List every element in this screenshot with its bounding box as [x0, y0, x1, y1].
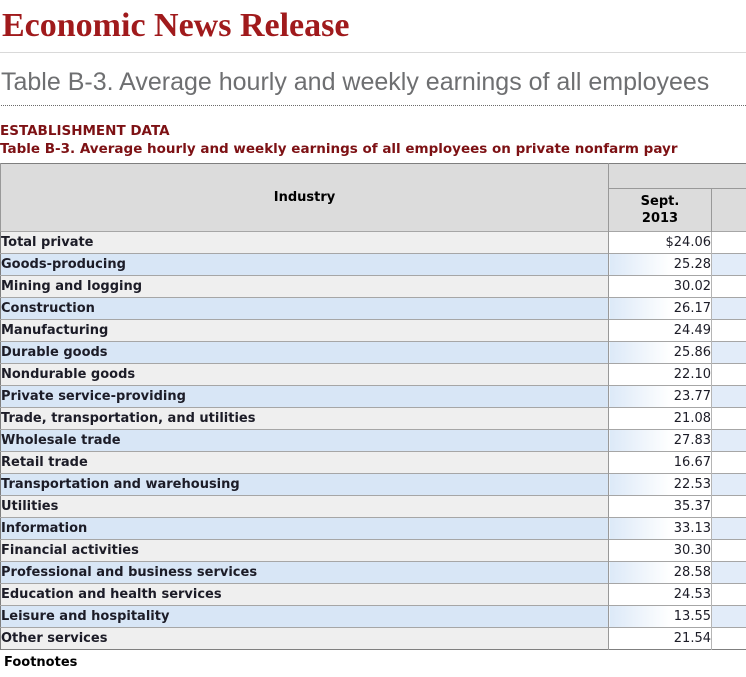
table-row [1, 408, 746, 430]
earnings-value: 26.17 [609, 298, 712, 320]
industry-label: Manufacturing [1, 320, 609, 342]
table-row [1, 474, 746, 496]
industry-column-header: Industry [1, 164, 609, 232]
clipped-column-cell [712, 276, 746, 298]
earnings-value: 21.08 [609, 408, 712, 430]
industry-label: Utilities [1, 496, 609, 518]
clipped-column-cell [712, 540, 746, 562]
industry-label: Leisure and hospitality [1, 606, 609, 628]
earnings-value: $24.06 [609, 232, 712, 254]
earnings-value: 33.13 [609, 518, 712, 540]
table-row [1, 518, 746, 540]
industry-label: Transportation and warehousing [1, 474, 609, 496]
earnings-value: 25.28 [609, 254, 712, 276]
table-caption: Table B-3. Average hourly and weekly earnings of all employees on private nonfarm payr [0, 141, 678, 157]
clipped-column-cell [712, 496, 746, 518]
industry-label: Retail trade [1, 452, 609, 474]
table-row [1, 562, 746, 584]
title-divider [0, 52, 746, 53]
table-row [1, 606, 746, 628]
table-row [1, 584, 746, 606]
table-row [1, 452, 746, 474]
footnotes-label: Footnotes [4, 655, 78, 670]
earnings-value: 30.02 [609, 276, 712, 298]
industry-label: Private service-providing [1, 386, 609, 408]
clipped-column-cell [712, 562, 746, 584]
earnings-value: 16.67 [609, 452, 712, 474]
table-row [1, 496, 746, 518]
period-column-header [609, 189, 712, 232]
section-heading: Table B-3. Average hourly and weekly earnings of all employees [1, 69, 746, 106]
earnings-value: 35.37 [609, 496, 712, 518]
table-row [1, 254, 746, 276]
table-row [1, 386, 746, 408]
earnings-value: 25.86 [609, 342, 712, 364]
earnings-value: 28.58 [609, 562, 712, 584]
clipped-column-cell [712, 606, 746, 628]
clipped-column-cell [712, 254, 746, 276]
table-row [1, 628, 746, 650]
clipped-column-cell [712, 518, 746, 540]
earnings-value: 27.83 [609, 430, 712, 452]
industry-label: Trade, transportation, and utilities [1, 408, 609, 430]
earnings-value: 21.54 [609, 628, 712, 650]
table-body [1, 232, 746, 650]
industry-label: Other services [1, 628, 609, 650]
clipped-column-cell [712, 364, 746, 386]
earnings-value: 22.53 [609, 474, 712, 496]
industry-label: Financial activities [1, 540, 609, 562]
industry-label: Construction [1, 298, 609, 320]
page-title: Economic News Release [2, 7, 350, 44]
clipped-column-cell [712, 628, 746, 650]
table-row [1, 342, 746, 364]
table-row [1, 540, 746, 562]
establishment-data-label: ESTABLISHMENT DATA [0, 123, 170, 139]
clipped-column-cell [712, 320, 746, 342]
earnings-value: 24.53 [609, 584, 712, 606]
spanning-column-header [609, 164, 746, 189]
clipped-column-cell [712, 408, 746, 430]
clipped-column-cell [712, 584, 746, 606]
industry-label: Durable goods [1, 342, 609, 364]
industry-label: Information [1, 518, 609, 540]
industry-label: Professional and business services [1, 562, 609, 584]
industry-label: Total private [1, 232, 609, 254]
table-row [1, 232, 746, 254]
earnings-value: 13.55 [609, 606, 712, 628]
clipped-column-cell [712, 232, 746, 254]
clipped-column-cell [712, 452, 746, 474]
table-row [1, 364, 746, 386]
clipped-column-cell [712, 386, 746, 408]
earnings-value: 24.49 [609, 320, 712, 342]
clipped-column-cell [712, 342, 746, 364]
earnings-value: 30.30 [609, 540, 712, 562]
clipped-column-cell [712, 474, 746, 496]
period-year: 2013 [641, 211, 679, 226]
earnings-table [0, 163, 746, 650]
clipped-column-cell [712, 430, 746, 452]
earnings-value: 22.10 [609, 364, 712, 386]
industry-label: Mining and logging [1, 276, 609, 298]
table-header-row-1 [1, 164, 746, 189]
partial-column-header [712, 189, 746, 232]
table-row [1, 298, 746, 320]
clipped-column-cell [712, 298, 746, 320]
industry-label: Wholesale trade [1, 430, 609, 452]
table-row [1, 320, 746, 342]
table-row [1, 430, 746, 452]
industry-label: Nondurable goods [1, 364, 609, 386]
industry-label: Education and health services [1, 584, 609, 606]
table-row [1, 276, 746, 298]
earnings-value: 23.77 [609, 386, 712, 408]
period-month: Sept. [640, 194, 680, 209]
industry-label: Goods-producing [1, 254, 609, 276]
